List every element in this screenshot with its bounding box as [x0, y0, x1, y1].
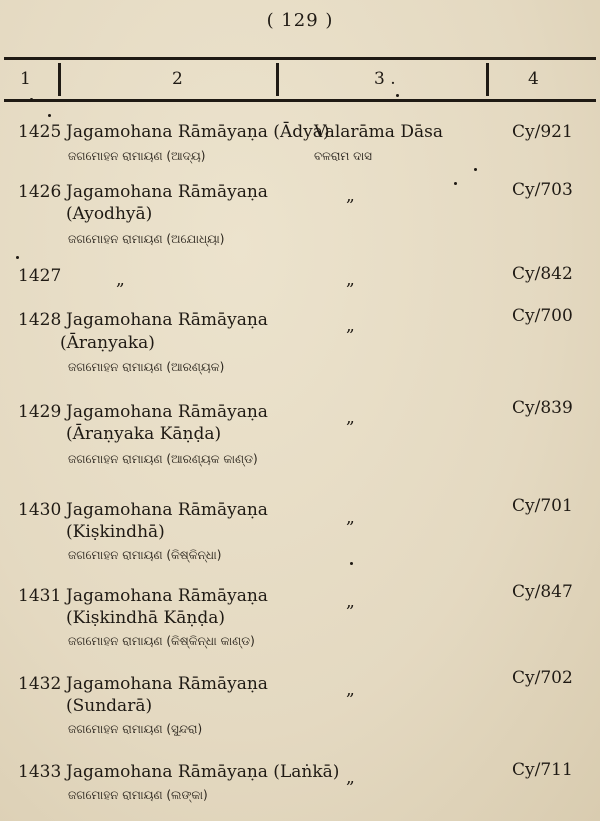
ink-speck: [48, 114, 51, 117]
entry-number: 1427: [18, 266, 62, 286]
entry-title-odia: ଜଗମୋହନ ରାମାୟଣ (ଆରଣ୍ୟକ କାଣ୍ଡ): [68, 452, 258, 466]
entry-title: Jagamohana Rāmāyaṇa: [66, 310, 268, 330]
entry-title: Jagamohana Rāmāyaṇa (Laṅkā): [66, 762, 340, 782]
entry-title-odia: ଜଗମୋହନ ରାମାୟଣ (କିଷ୍କିନ୍ଧା): [68, 548, 222, 562]
entry-title-odia: ଜଗମୋହନ ରାମାୟଣ (କିଷ୍କିନ୍ଧା କାଣ୍ଡ): [68, 634, 255, 648]
entry-author-odia: ବଳରାମ ଦାସ: [314, 149, 372, 163]
entry-reference: Cy/842: [512, 264, 573, 284]
entry-title-odia: ଜଗମୋହନ ରାମାୟଣ (ଆରଣ୍ୟକ): [68, 360, 225, 374]
entry-reference: Cy/701: [512, 496, 573, 516]
entry-ditto-mark: „: [346, 768, 355, 788]
column-header-4: 4: [528, 69, 539, 89]
entry-title-subtitle: (Sundarā): [66, 696, 153, 716]
page-number: ( 129 ): [266, 10, 334, 31]
entry-author: Valarāma Dāsa: [314, 122, 443, 142]
entry-ditto-mark: „: [346, 680, 355, 700]
ink-speck: [350, 562, 353, 565]
ink-speck: [16, 256, 19, 259]
entry-reference: Cy/702: [512, 668, 573, 688]
entry-title: Jagamohana Rāmāyaṇa: [66, 500, 268, 520]
entry-title: Jagamohana Rāmāyaṇa (Ādya): [66, 122, 330, 142]
ink-speck: [474, 168, 477, 171]
entry-title-subtitle: (Kiṣkindhā): [66, 522, 165, 542]
entry-title: Jagamohana Rāmāyaṇa: [66, 182, 268, 202]
entry-ditto-mark: „: [346, 408, 355, 428]
entry-title-odia: ଜଗମୋହନ ରାମାୟଣ (ଆଦ୍ୟ): [68, 149, 206, 163]
entry-title: Jagamohana Rāmāyaṇa: [66, 674, 268, 694]
entry-title-subtitle: (Āraṇyaka): [60, 333, 155, 353]
entry-reference: Cy/847: [512, 582, 573, 602]
entry-number: 1432: [18, 674, 62, 694]
ink-speck: [454, 182, 457, 185]
entry-ditto-mark: „: [346, 508, 355, 528]
entry-ditto-mark: „: [346, 316, 355, 336]
entry-number: 1433: [18, 762, 62, 782]
column-divider: [58, 63, 61, 96]
entry-ditto-mark: „: [346, 592, 355, 612]
entry-reference: Cy/711: [512, 760, 573, 780]
entry-reference: Cy/703: [512, 180, 573, 200]
entry-title-subtitle: (Kiṣkindhā Kāṇḍa): [66, 608, 225, 628]
entry-title: Jagamohana Rāmāyaṇa: [66, 402, 268, 422]
entry-number: 1425: [18, 122, 62, 142]
entry-ditto-mark: „: [346, 270, 355, 290]
table-header-bottom-rule: [4, 99, 596, 102]
entry-ditto-mark: „: [116, 270, 125, 290]
entry-title-subtitle: (Ayodhyā): [66, 204, 153, 224]
column-header-2: 2: [172, 69, 183, 89]
column-divider: [486, 63, 489, 96]
entry-number: 1429: [18, 402, 62, 422]
column-divider: [276, 63, 279, 96]
entry-reference: Cy/921: [512, 122, 573, 142]
ink-speck: [396, 94, 399, 97]
entry-number: 1430: [18, 500, 62, 520]
entry-title-odia: ଜଗମୋହନ ରାମାୟଣ (ସୁନ୍ଦରା): [68, 722, 203, 736]
entry-number: 1426: [18, 182, 62, 202]
entry-reference: Cy/839: [512, 398, 573, 418]
ink-speck: [30, 98, 33, 101]
entry-title-odia: ଜଗମୋହନ ରାମାୟଣ (ଅଯୋଧ୍ୟା): [68, 232, 225, 246]
table-header-top-rule: [4, 57, 596, 60]
entry-ditto-mark: „: [346, 186, 355, 206]
entry-title-subtitle: (Āraṇyaka Kāṇḍa): [66, 424, 222, 444]
entry-number: 1431: [18, 586, 62, 606]
entry-number: 1428: [18, 310, 62, 330]
column-header-1: 1: [20, 69, 31, 89]
entry-reference: Cy/700: [512, 306, 573, 326]
column-header-3: 3 .: [374, 69, 396, 89]
entry-title: Jagamohana Rāmāyaṇa: [66, 586, 268, 606]
entry-title-odia: ଜଗମୋହନ ରାମାୟଣ (ଲଙ୍କା): [68, 788, 208, 802]
